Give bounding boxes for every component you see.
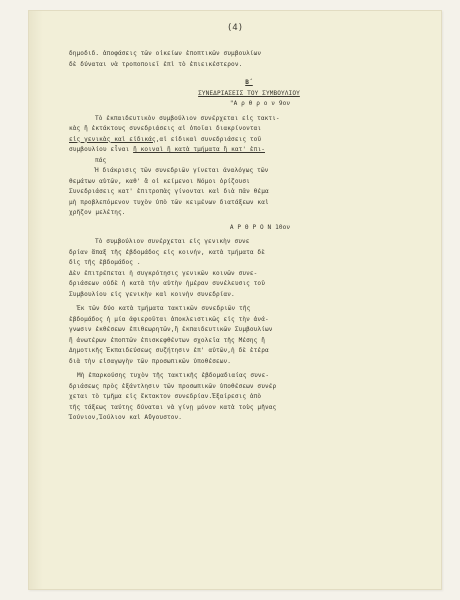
text-line: δημοδιδ. ἀποφάσεις τῶν οἰκείων ἐποπτικῶν συμβουλίων [69, 50, 262, 57]
text-line: ἢ ἀνωτέρων ἐποπτῶν ἐπισκεφθέντων σχολεῖα τῆς Μέσης ἢ [69, 336, 265, 344]
text-segment: συμβουλίου εἶναι [69, 146, 134, 153]
article-heading: Α Ρ Θ Ρ Ο Ν 10ον [229, 223, 291, 231]
document-page [28, 10, 442, 590]
text-line: Δημοτικῆς Ἐκπαιδεύσεως συζήτησιν ἐπ' αὐτῶν,ἡ δὲ ἑτέρα [69, 347, 269, 354]
text-line: τῆς τάξεως ταύτης δύναται νὰ γίνῃ μόνον κατὰ τοὺς μῆνας [69, 403, 277, 411]
page-number: (4) [226, 23, 244, 33]
text-segment: ,αἱ εἰδικαὶ συνεδριάσεις τοῦ [155, 135, 262, 143]
text-line: ἑβδομάδος ἡ μία ἀφιεροῦται ἀποκλειστικῶς εἰς τὴν ἀνά- [69, 315, 269, 323]
text-line: δὲ δύναται νὰ τροποποιεῖ ἐπὶ τὸ ἐπιεικέστερον. [69, 60, 243, 68]
text-line: κὰς ἢ ἐκτάκτους συνεδριάσεις αἱ ὁποῖαι διακρίνονται [69, 125, 262, 132]
underlined-text: ἢ κοιναὶ ἢ κατὰ τμήματα ἢ κατ' ἐπι- [133, 146, 265, 153]
text-line: Ἡ διάκρισις τῶν συνεδριῶν γίνεται ἀναλόγως τῶν [95, 167, 269, 174]
text-line: Ἐκ τῶν δύο κατὰ τμήματα τακτικῶν συνεδριῶν τῆς [77, 305, 251, 312]
text-line: Τὸ συμβούλιον συνέρχεται εἰς γενικὴν συνε [95, 238, 250, 245]
document-body [69, 49, 429, 424]
text-line: γνωσιν ἐκθέσεων ἐπιθεωρητῶν,ἢ ἐκπαιδευτικῶν Συμβουλίων [69, 326, 273, 333]
text-line: δρίαν ἅπαξ τῆς ἑβδομάδος εἰς κοινήν, κατὰ τμήματα δὲ [69, 248, 265, 256]
section-letter: Β΄ [245, 79, 253, 86]
underlined-text: εἰς γενικὰς καὶ εἰδικάς [69, 135, 156, 143]
text-line: Συμβουλίου εἰς γενικὴν καὶ κοινὴν συνεδρίαν. [69, 290, 235, 298]
text-line: θεμάτων αὐτῶν, καθ' ἃ οἱ κείμενοι Νόμοι ὁρίζουσι [69, 177, 250, 185]
text-line: Μὴ ἐπαρκούσης τυχὸν τῆς τακτικῆς ἑβδομαδιαίας συνε- [77, 372, 270, 379]
text-line: διὰ τὴν εἰσαγωγὴν τῶν προσωπικῶν ὑποθέσεων. [69, 357, 232, 365]
text-line: δριάσεως πρὸς ἐξάντλησιν τῶν προσωπικῶν ὑποθέσεων συνέρ [69, 382, 277, 390]
text-line: δριάσεων οὐδὲ ἡ κατὰ τὴν αὐτὴν ἡμέραν συνέλευσις τοῦ [69, 280, 265, 287]
text-line: Ἰούνιον,Ἰούλιον καὶ Αὔγουστον. [69, 414, 183, 421]
article-heading: "Α ρ θ ρ ο ν 9ον [229, 100, 291, 107]
text-line: χρῆζον μελέτης. [69, 209, 126, 216]
text-line: δὶς τῆς ἑβδομάδος . [69, 259, 141, 266]
text-line [69, 145, 429, 156]
text-line: χεται τὸ τμῆμα εἰς ἔκτακτον συνεδρίαν.Ἐξαίρεσις ἀπὸ [69, 393, 262, 400]
text-line: Συνεδριάσεις κατ' ἐπιτροπὰς γίνονται καὶ διὰ πᾶν θέμα [69, 188, 269, 195]
section-title: ΣΥΝΕΔΡΙΑΣΕΙΣ ΤΟΥ ΣΥΜΒΟΥΛΙΟΥ [198, 89, 300, 97]
text-line: μὴ προβλεπόμενον τυχὸν ὑπὸ τῶν κειμένων διατάξεων καὶ [69, 198, 269, 206]
text-line: Τὸ ἐκπαιδευτικὸν συμβούλιον συνέρχεται εἰς τακτι- [95, 114, 280, 122]
text-line [69, 135, 429, 146]
text-line: πάς [95, 156, 107, 164]
text-line: Δὲν ἐπιτρέπεται ἡ συγκρότησις γενικῶν κοινῶν συνε- [69, 269, 258, 277]
page-fold-shadow [29, 11, 43, 589]
